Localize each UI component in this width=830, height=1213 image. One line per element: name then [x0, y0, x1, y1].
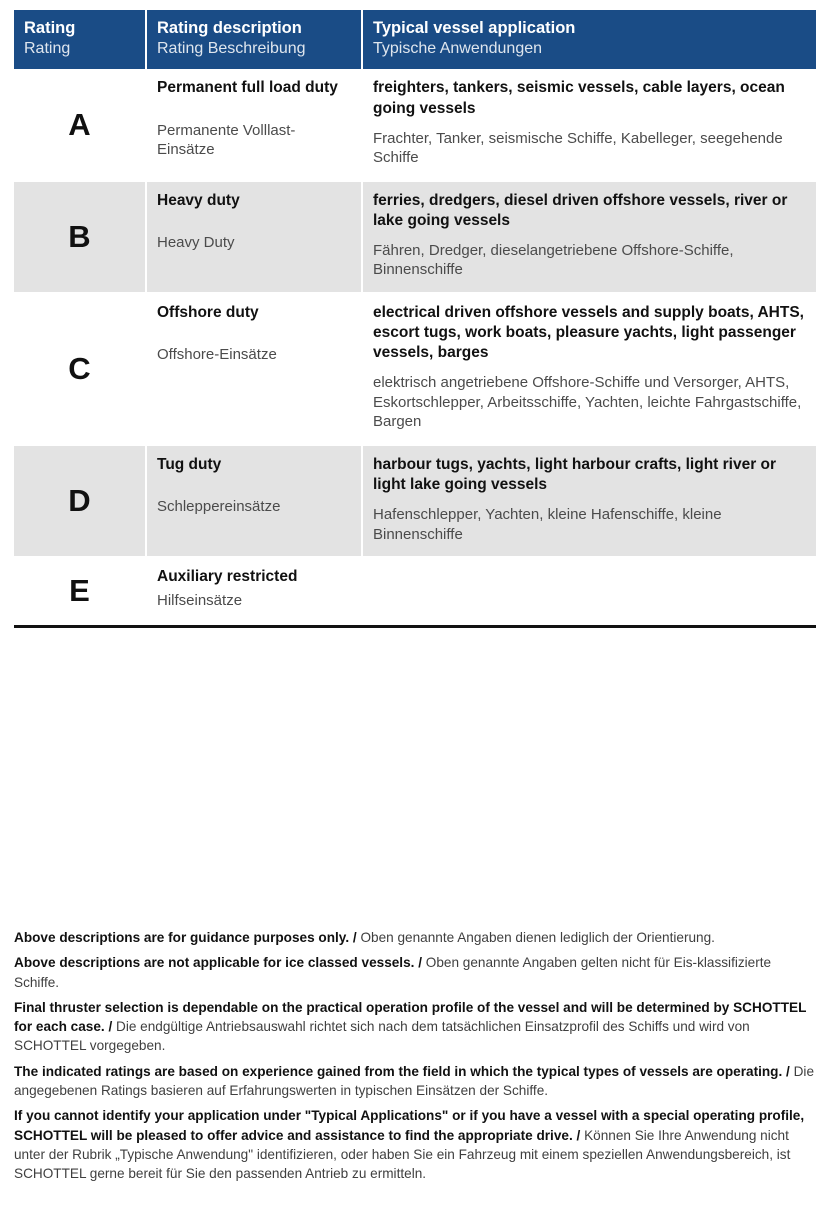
footnote-en: Above descriptions are not applicable for ice classed vessels. / — [14, 955, 422, 971]
column-header-typical-vessel-application — [362, 10, 816, 69]
application-en: ferries, dredgers, diesel driven offshore vessels, river or lake going vessels — [373, 191, 788, 229]
footnote-en: Above descriptions are for guidance purposes only. / — [14, 930, 357, 945]
application-en: electrical driven offshore vessels and supply boats, AHTS, escort tugs, work boats, pleasure yachts, light passenger vessels, barges — [373, 303, 804, 362]
table-row — [14, 181, 816, 293]
table-bottom-divider — [14, 625, 816, 628]
column-header-rating-de: Rating — [24, 39, 71, 57]
rating-letter: A — [14, 69, 146, 180]
vessel-application-cell — [362, 557, 816, 624]
table-row — [14, 293, 816, 445]
vessel-application-cell — [362, 69, 816, 180]
footnote-de: Können Sie Ihre Anwendung nicht unter der Rubrik „Typische Anwendung" identifizieren, oder haben Sie ein Fahrzeug mit einem speziellen Anwendungsbereich, ist SCHOTTEL gerne bereit für Sie den passenden Antrieb zu ermitteln. — [14, 1127, 791, 1182]
description-en: Tug duty — [157, 455, 222, 473]
application-en: freighters, tankers, seismic vessels, cable layers, ocean going vessels — [373, 79, 785, 117]
description-de: Heavy Duty — [157, 233, 235, 251]
application-de: Fähren, Dredger, dieselangetriebene Offshore-Schiffe, Binnenschiffe — [373, 241, 734, 279]
vessel-application-cell — [362, 445, 816, 557]
rating-table — [14, 10, 816, 625]
footnote-en: Final thruster selection is dependable on the practical operation profile of the vessel and will be determined by SCHOTTEL for each case. / — [14, 999, 807, 1035]
description-en: Auxiliary restricted — [157, 568, 298, 586]
table-row — [14, 445, 816, 557]
footnote-de: Oben genannte Angaben dienen lediglich der Orientierung. — [356, 930, 715, 945]
vessel-application-cell — [362, 293, 816, 445]
description-de: Permanente Volllast-Einsätze — [157, 121, 296, 159]
description-de: Offshore-Einsätze — [157, 346, 277, 364]
rating-letter: C — [14, 293, 146, 445]
table-header-row — [14, 10, 816, 69]
column-header-rating — [14, 10, 146, 69]
description-de: Hilfseinsätze — [157, 592, 243, 610]
column-header-application-en: Typical vessel application — [373, 19, 576, 37]
footnote-en: The indicated ratings are based on experience gained from the field in which the typical types of vessels are operating. / — [14, 1063, 790, 1079]
description-en: Heavy duty — [157, 191, 240, 209]
table-body — [14, 69, 816, 623]
footnote-de: Die angegebenen Ratings basieren auf Erfahrungswerten in typischen Einsätzen der Schiffe. — [14, 1063, 815, 1099]
column-header-rating-en: Rating — [24, 19, 76, 37]
application-de: elektrisch angetriebene Offshore-Schiffe und Versorger, AHTS, Eskortschlepper, Arbeitsschiffe, Yachten, leichte Fahrgastschiffe, Bargen — [373, 374, 802, 431]
rating-description-cell — [146, 557, 362, 624]
table-row — [14, 69, 816, 180]
footnote-item — [14, 1106, 818, 1183]
table-row — [14, 557, 816, 624]
rating-description-cell — [146, 69, 362, 180]
footnote-item — [14, 998, 818, 1056]
vessel-application-cell — [362, 181, 816, 293]
column-header-rating-description — [146, 10, 362, 69]
description-en: Offshore duty — [157, 303, 259, 321]
footnote-de: Die endgültige Antriebsauswahl richtet sich nach dem tatsächlichen Einsatzprofil des Schiffs und wird von SCHOTTEL vorgegeben. — [14, 1019, 750, 1054]
footnote-item — [14, 953, 818, 992]
footnote-item — [14, 1062, 818, 1101]
description-en: Permanent full load duty — [157, 79, 338, 97]
column-header-description-en: Rating description — [157, 19, 302, 37]
application-de: Hafenschlepper, Yachten, kleine Hafenschiffe, kleine Binnenschiffe — [373, 506, 722, 543]
rating-description-cell — [146, 293, 362, 445]
application-en: harbour tugs, yachts, light harbour crafts, light river or light lake going vessels — [373, 455, 777, 494]
table-header — [14, 10, 816, 69]
application-de: Frachter, Tanker, seismische Schiffe, Kabelleger, seegehende Schiffe — [373, 129, 783, 167]
footnote-en: If you cannot identify your application under "Typical Applications" or if you have a vessel with a special operating profile, SCHOTTEL will be pleased to offer advice and assistance to find the appropriate drive. / — [14, 1108, 805, 1143]
column-header-application-de: Typische Anwendungen — [373, 39, 543, 57]
column-header-description-de: Rating Beschreibung — [157, 39, 306, 57]
rating-description-cell — [146, 181, 362, 293]
rating-letter: D — [14, 445, 146, 557]
rating-letter: B — [14, 181, 146, 293]
footnote-de: Oben genannte Angaben gelten nicht für Eis-klassifizierte Schiffe. — [14, 955, 772, 990]
footnotes — [14, 928, 818, 1190]
footnote-item — [14, 928, 818, 947]
rating-letter: E — [14, 557, 146, 624]
description-de: Schleppereinsätze — [157, 498, 281, 516]
rating-description-cell — [146, 445, 362, 557]
